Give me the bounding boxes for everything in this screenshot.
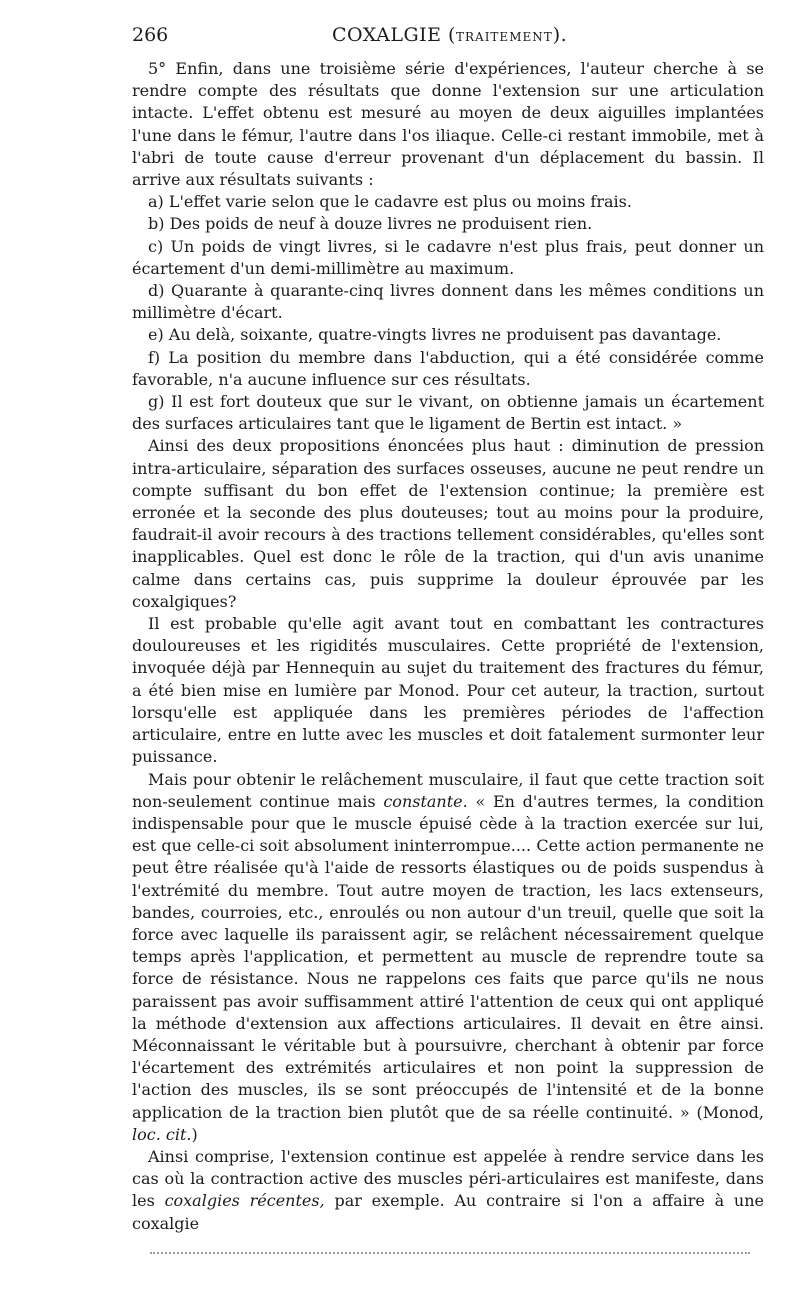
running-head-subtitle: TRAITEMENT [455, 30, 553, 44]
paragraph-experiment-5: 5° Enfin, dans une troisième série d'expériences, l'auteur cherche à se rendre compte des résultats que donne l'extension sur une articulation intacte. L'effet obtenu est mesuré au moyen de deux aiguilles implantées l'une dans le fémur, l'autre dans l'os iliaque. Celle-ci restant immobile, met à l'abri de toute cause d'erreur provenant d'un déplacement du bassin. Il arrive aux résultats suivants : [132, 59, 764, 190]
list-item-c: c) Un poids de vingt livres, si le cadavre n'est plus frais, peut donner un écartement d'un demi-millimètre au maximum. [132, 236, 764, 278]
list-item-g: g) Il est fort douteux que sur le vivant, on obtienne jamais un écartement des surfaces articulaires tant que le ligament de Bertin est intact. » [132, 392, 764, 434]
paragraph-ainsi-comprise [132, 1146, 764, 1235]
paragraph-ainsi-part2: par exemple. Au contraire si l'on a affaire à une coxalgie [132, 1191, 764, 1233]
page-header [132, 18, 764, 50]
list-item-f: f) La position du membre dans l'abduction, qui a été considérée comme favorable, n'a aucune influence sur ces résultats. [132, 347, 764, 389]
list-item-a: a) L'effet varie selon que le cadavre est plus ou moins frais. [148, 192, 632, 212]
running-head-close: ). [552, 24, 568, 46]
list-item-b: b) Des poids de neuf à douze livres ne produisent rien. [148, 214, 593, 234]
list-item-d: d) Quarante à quarante-cinq livres donnent dans les mêmes conditions un millimètre d'écart. [132, 281, 764, 323]
list-item-e: e) Au delà, soixante, quatre-vingts livres ne produisent pas davantage. [148, 325, 722, 345]
emphasis-coxalgies-recentes: coxalgies récentes, [164, 1191, 325, 1211]
running-head-title: COXALGIE ( [332, 24, 456, 46]
paragraph-relachement-part2: « En d'autres termes, la condition indispensable pour que le muscle épuisé cède à la traction exercée sur lui, est que celle-ci soit absolument ininterrompue.... Cette action permanente ne peut être réalisée qu'à l'aide de ressorts élastiques ou de poids suspendus à l'extrémité du membre. Tout autre moyen de traction, les lacs extenseurs, bandes, courroies, etc., enroulés ou non autour d'un treuil, quelle que soit la force avec laquelle ils paraissent agir, se relâchent nécessairement quelque temps après l'application, et permettent au muscle de reprendre toute sa force de résistance. Nous ne rappelons ces faits que parce qu'ils ne nous paraissent pas avoir suffisamment attiré l'attention de ceux qui ont appliqué la méthode d'extension aux affections articulaires. Il devait en être ainsi. Méconnaissant le véritable but à poursuivre, cherchant à obtenir par force l'écartement des extrémités articulaires et non point la suppression de l'action des muscles, ils se sont préoccupés de l'intensité et de la bonne application de la traction bien plutôt que de sa réelle continuité. » (Monod, [132, 791, 764, 1122]
body-text [132, 58, 764, 1235]
paragraph-contractures: Il est probable qu'elle agit avant tout en combattant les contractures douloureuses et les rigidités musculaires. Cette propriété de l'extension, invoquée déjà par Hennequin au sujet du traitement des fractures du fémur, a été bien mise en lumière par Monod. Pour cet auteur, la traction, surtout lorsqu'elle est appliquée dans les premières périodes de l'affection articulaire, entre en lutte avec les muscles et doit fatalement surmonter leur puissance. [132, 614, 764, 767]
emphasis-constante: constante. [383, 791, 468, 811]
paragraph-relachement-part1: Mais pour obtenir le relâchement musculaire, il faut que cette traction soit non-seulement continue mais [132, 769, 764, 811]
footer-dotted-rule [150, 1252, 750, 1254]
paragraph-ainsi-part1: Ainsi comprise, l'extension continue est appelée à rendre service dans les cas où la contraction active des muscles péri-articulaires est manifeste, dans les [132, 1146, 764, 1211]
paragraph-relachement [132, 769, 764, 1146]
running-head [332, 24, 567, 46]
paragraph-relachement-part3: ) [191, 1124, 198, 1144]
page-number: 266 [132, 24, 169, 46]
paragraph-propositions: Ainsi des deux propositions énoncées plus haut : diminution de pression intra-articulaire, séparation des surfaces osseuses, aucune ne peut rendre un compte suffisant du bon effet de l'extension continue; la première est erronée et la seconde des plus douteuses; tout au moins pour la produire, faudrait-il avoir recours à des tractions tellement considérables, qu'elles sont inapplicables. Quel est donc le rôle de la traction, qui d'un avis unanime calme dans certains cas, puis supprime la douleur éprouvée par les coxalgiques? [132, 436, 764, 611]
citation-loc-cit: loc. cit. [132, 1124, 192, 1144]
